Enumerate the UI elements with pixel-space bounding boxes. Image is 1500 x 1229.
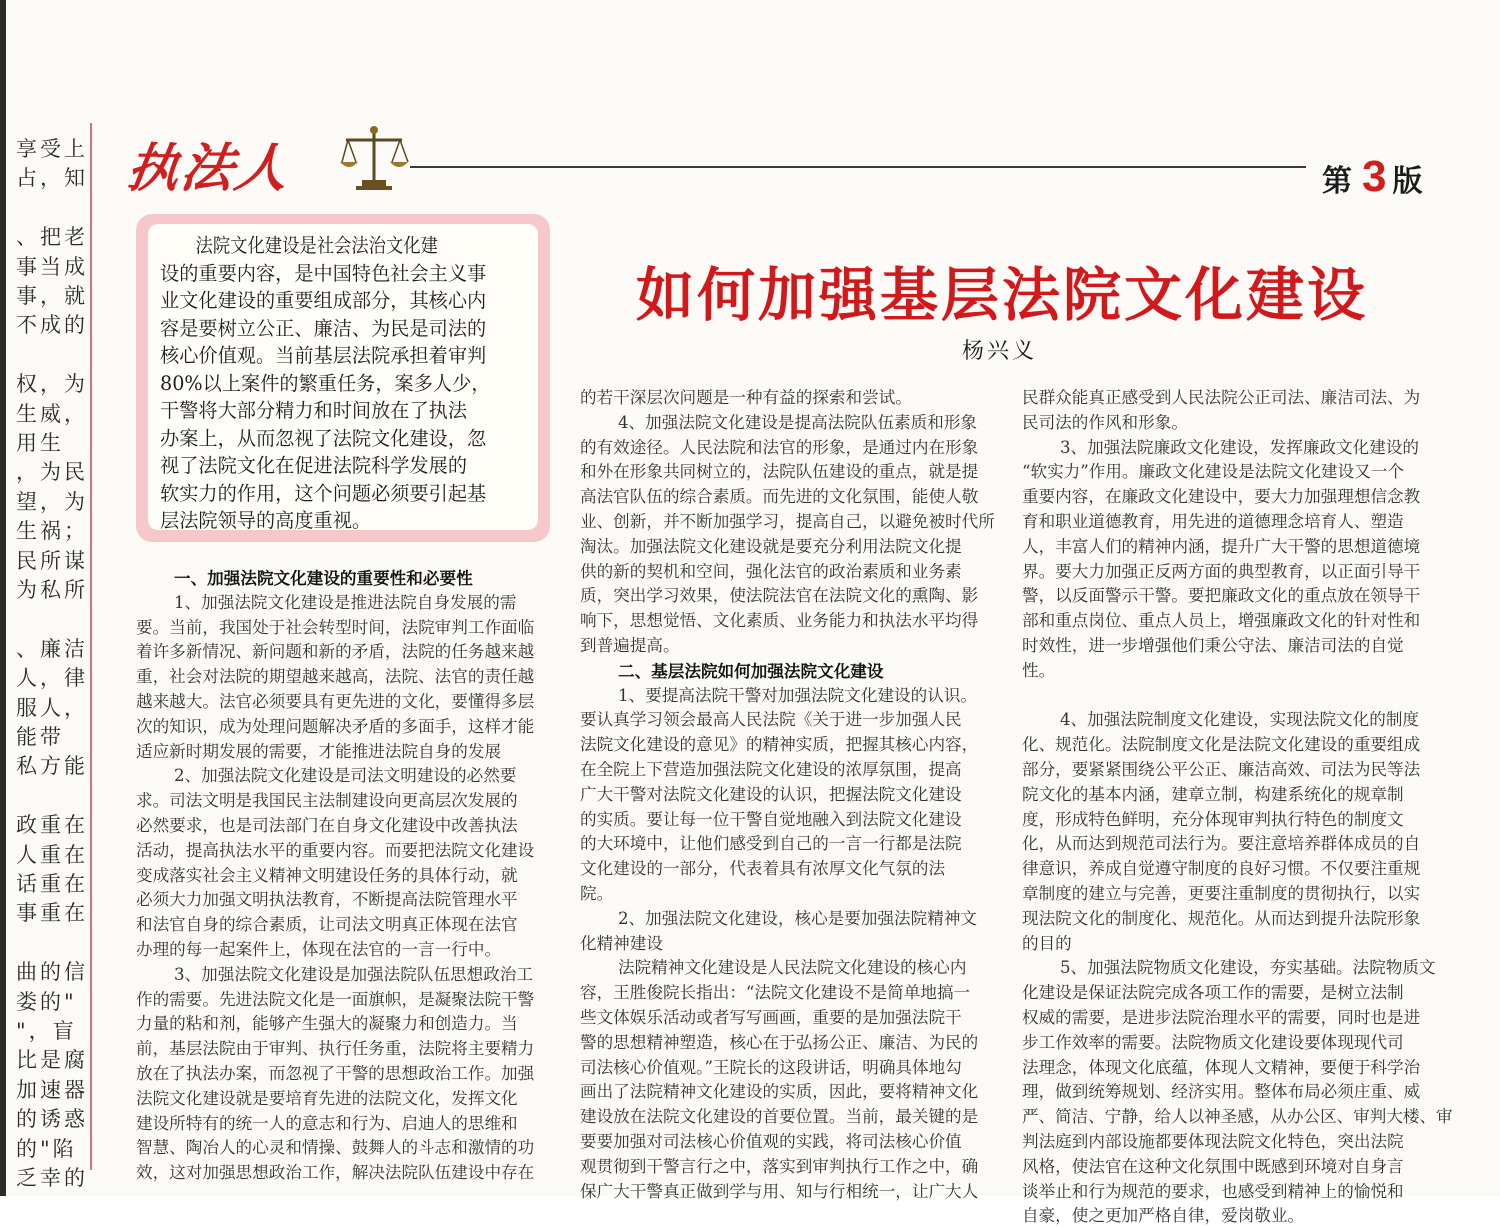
article-line: 化，从而达到规范司法行为。要注意培养群体成员的自 <box>1022 834 1421 854</box>
strip-line: 政重在 <box>16 813 88 838</box>
strip-line: 加速器 <box>16 1077 88 1102</box>
article-line: 淘汰。加强法院文化建设就是要充分利用法院文化提 <box>580 536 962 556</box>
article-line: 重要内容，在廉政文化建设中，要大力加强理想信念教 <box>1022 487 1421 507</box>
strip-line: 生祸； <box>16 519 88 544</box>
article-line: 办理的每一起案件上，体现在法官的一言一行中。 <box>136 940 502 959</box>
article-line: 的大环境中，让他们感受到自己的一言一行都是法院 <box>580 834 962 854</box>
article-line: 和外在形象共同树立的，法院队伍建设的重点，就是提 <box>580 462 979 482</box>
article-line: 3、加强法院文化建设是加强法院队伍思想政治工 <box>174 964 534 984</box>
article-line: 力量的粘和剂，能够产生强大的凝聚力和创造力。当 <box>136 1014 518 1034</box>
strip-line: 曲的信 <box>16 960 88 985</box>
strip-line: 民所谋 <box>16 548 88 573</box>
strip-line: 不成的 <box>16 313 88 338</box>
strip-line: 占，知 <box>16 166 88 191</box>
article-line: 章制度的建立与完善，更要注重制度的贯彻执行，以实 <box>1022 884 1421 903</box>
article-line: 活动，提高执法水平的重要内容。而要把法院文化建设 <box>136 840 535 860</box>
article-line: 人，丰富人们的精神内涵，提升广大干警的思想道德境 <box>1022 536 1421 556</box>
masthead-logo <box>123 118 358 199</box>
article-line: 作的需要。先进法院文化是一面旗帜，是凝聚法院干警 <box>136 989 535 1009</box>
edition-number: 3 <box>1362 152 1387 201</box>
article-line: 的实质。要让每一位干警自觉地融入到法院文化建设 <box>580 809 962 829</box>
strip-line: 生威， <box>16 401 88 426</box>
article-line: 适应新时期发展的需要，才能推进法院自身的发展 <box>136 741 502 761</box>
article-line: 供的新的契机和空间，强化法官的政治素质和业务素 <box>580 561 962 581</box>
edition-suffix: 版 <box>1392 165 1427 198</box>
article-line: 部和重点岗位、重点人员上，增强廉政文化的针对性和 <box>1022 611 1421 631</box>
article-line: 4、加强法院文化建设是提高法院队伍素质和形象 <box>618 412 978 432</box>
strip-line: 事，就 <box>16 284 88 308</box>
strip-line: 私方能 <box>16 754 88 779</box>
article-line: 民司法的作风和形象。 <box>1022 412 1188 432</box>
article-line: 变成落实社会主义精神文明建设任务的具体行动，就 <box>136 865 518 885</box>
summary-line: 视了法院文化在促进法院科学发展的 <box>160 454 468 477</box>
article-line: 化建设是保证法院完成各项工作的需要，是树立法制 <box>1022 983 1404 1003</box>
strip-line: 用生 <box>16 431 64 455</box>
article-line: 和法官自身的综合素质，让司法文明真正体现在法官 <box>136 915 518 935</box>
article-line: 部分，要紧紧围绕公平公正、廉洁高效、司法为民等法 <box>1022 760 1421 779</box>
edition-prefix: 第 <box>1322 165 1356 198</box>
article-line: 越来越大。法官必须要具有更先进的文化，要懂得多层 <box>136 692 535 711</box>
article-line: 的有效途径。人民法院和法官的形象，是通过内在形象 <box>580 437 979 457</box>
article-line: 要认真学习领会最高人民法院《关于进一步加强人民 <box>580 710 962 730</box>
article-line: 在全院上下营造加强法院文化建设的浓厚氛围，提高 <box>580 760 962 779</box>
article-line: 警的思想精神塑造，核心在于弘扬公正、廉洁、为民的 <box>580 1032 979 1052</box>
article-line: 次的知识，成为处理问题解决矛盾的多面手，这样才能 <box>136 716 535 736</box>
article-line: 建设所特有的统一人的意志和行为、启迪人的思维和 <box>136 1113 518 1133</box>
article-line: 风格，使法官在这种文化氛围中既感到环境对自身言 <box>1022 1156 1404 1176</box>
article-line: 度，形成特色鲜明，充分体现审判执行特色的制度文 <box>1022 809 1404 829</box>
article-line: 判法庭到内部设施都要体现法院文化特色，突出法院 <box>1022 1132 1404 1151</box>
strip-line: 事重在 <box>16 901 88 926</box>
strip-line: 娄的" <box>16 989 77 1014</box>
article-line: 保广大干警真正做到学与用、知与行相统一，让广大人 <box>580 1181 979 1201</box>
strip-line: 乏幸的 <box>16 1166 88 1190</box>
article-line: 必然要求，也是司法部门在自身文化建设中改善执法 <box>136 816 518 835</box>
article-author: 杨兴义 <box>962 339 1038 364</box>
summary-line: 干警将大部分精力和时间放在了执法 <box>160 399 468 422</box>
summary-line: 80%以上案件的繁重任务，案多人少， <box>160 371 491 395</box>
article-line: 化、规范化。法院制度文化是法院文化建设的重要组成 <box>1022 735 1421 755</box>
edition-label <box>1322 152 1426 202</box>
strip-line: 事当成 <box>16 254 88 279</box>
strip-line: 权，为 <box>16 372 88 397</box>
article-line: 容，王胜俊院长指出：“法院文化建设不是简单地搞一 <box>580 983 971 1003</box>
article-column-2 <box>580 386 1006 1201</box>
article-line: “软实力”作用。廉政文化建设是法院文化建设又一个 <box>1022 462 1405 482</box>
article-line: 画出了法院精神文化建设的实质，因此，要将精神文化 <box>580 1082 979 1102</box>
article-line: 法院文化建设就是要培育先进的法院文化，发挥文化 <box>136 1088 518 1108</box>
section-heading: 二、基层法院如何加强法院文化建设 <box>618 660 884 681</box>
summary-line: 法院文化建设是社会法治文化建 <box>195 234 438 257</box>
article-line: 高法官队伍的综合素质。而先进的文化氛围，能使人敬 <box>580 487 979 507</box>
article-line: 广大干警对法院文化建设的认识，把握法院文化建设 <box>580 784 962 804</box>
article-line: 观贯彻到干警言行之中，落实到审判执行工作之中，确 <box>580 1156 979 1176</box>
strip-line: "，盲 <box>16 1019 77 1043</box>
article-line: 5、加强法院物质文化建设，夯实基础。法院物质文 <box>1060 958 1436 978</box>
adjacent-column-strip <box>6 123 92 1190</box>
strip-line: 人，律 <box>16 666 88 691</box>
article-line: 放在了执法办案，而忽视了干警的思想政治工作。加强 <box>136 1064 535 1083</box>
strip-line: ，为民 <box>16 460 88 485</box>
strip-line: 享受上 <box>16 137 88 161</box>
article-line: 3、加强法院廉政文化建设，发挥廉政文化建设的 <box>1060 437 1420 457</box>
strip-line: 望，为 <box>16 489 88 514</box>
article-line: 现法院文化的制度化、规范化。从而达到提升法院形象 <box>1022 908 1421 928</box>
article-column-3 <box>1022 386 1453 1226</box>
article-line: 2、加强法院文化建设是司法文明建设的必然要 <box>174 766 517 786</box>
article-line: 要。当前，我国处于社会转型时间，法院审判工作面临 <box>136 617 535 637</box>
article-line: 智慧、陶冶人的心灵和情操、鼓舞人的斗志和激情的功 <box>136 1138 535 1158</box>
strip-line: 比是腐 <box>16 1048 88 1073</box>
article-line: 时效性，进一步增强他们秉公守法、廉洁司法的自觉 <box>1022 636 1404 655</box>
article-line: 建设放在法院文化建设的首要位置。当前，最关键的是 <box>580 1107 979 1127</box>
article-line: 性。 <box>1022 660 1056 680</box>
article-line: 质，突出学习效果，使法院法官在法院文化的熏陶、影 <box>580 586 979 606</box>
article-line: 业、创新，并不断加强学习，提高自己，以避免被时代所 <box>580 512 995 531</box>
article-line: 响下，思想觉悟、文化素质、业务能力和执法水平均得 <box>580 611 979 631</box>
article-line: 2、加强法院文化建设，核心是要加强法院精神文 <box>618 908 978 928</box>
article-line: 理，做到统筹规划、经济实用。整体布局必须庄重、威 <box>1022 1082 1421 1102</box>
article-line: 4、加强法院制度文化建设，实现法院文化的制度 <box>1060 710 1420 730</box>
article-line: 的目的 <box>1022 933 1072 953</box>
summary-box-inner <box>148 224 538 530</box>
masthead-rule <box>410 166 1306 168</box>
masthead-title: 执法人 <box>123 138 294 199</box>
article-line: 重，社会对法院的期望越来越高，法院、法官的责任越 <box>136 667 535 687</box>
article-line: 严、简洁、宁静，给人以神圣感，从办公区、审判大楼、审 <box>1022 1107 1453 1127</box>
article-line: 警，以反面警示干警。要把廉政文化的重点放在领导干 <box>1022 586 1421 606</box>
article-line: 育和职业道德教育，用先进的道德理念培育人、塑造 <box>1022 512 1404 531</box>
article-line: 效，这对加强思想政治工作，解决法院队伍建设中存在 <box>136 1163 535 1183</box>
summary-line: 办案上，从而忽视了法院文化建设，忽 <box>160 426 487 450</box>
strip-line: 能带 <box>16 725 64 749</box>
article-line: 必须大力加强文明执法教育，不断提高法院管理水平 <box>136 890 518 910</box>
article-line: 些文体娱乐活动或者写写画画，重要的是加强法院干 <box>580 1008 962 1027</box>
summary-line: 容是要树立公正、廉洁、为民是司法的 <box>160 316 487 340</box>
scales-of-justice-icon <box>338 124 410 192</box>
article-line: 界。要大力加强正反两方面的典型教育，以正面引导干 <box>1022 561 1421 581</box>
article-line: 求。司法文明是我国民主法制建设向更高层次发展的 <box>136 791 518 811</box>
article-line: 步工作效率的需要。法院物质文化建设要体现现代司 <box>1022 1032 1404 1052</box>
article-line: 民群众能真正感受到人民法院公正司法、廉洁司法、为 <box>1022 388 1421 407</box>
article-column-1 <box>136 566 562 1183</box>
summary-line: 层法院领导的高度重视。 <box>160 509 372 532</box>
article-line: 着许多新情况、新问题和新的矛盾，法院的任务越来越 <box>136 642 535 662</box>
strip-line: 、把老 <box>16 225 88 250</box>
strip-line: 的诱惑 <box>16 1107 88 1132</box>
strip-line: 话重在 <box>16 872 88 896</box>
article-line: 谈举止和行为规范的要求，也感受到精神上的愉悦和 <box>1022 1181 1404 1201</box>
article-line: 文化建设的一部分，代表着具有浓厚文化气氛的法 <box>580 859 946 879</box>
summary-line: 业文化建设的重要组成部分，其核心内 <box>160 289 487 312</box>
article-line: 律意识，养成自觉遵守制度的良好习惯。不仅要注重规 <box>1022 859 1421 879</box>
article-line: 法院精神文化建设是人民法院文化建设的核心内 <box>618 958 967 978</box>
section-heading: 一、加强法院文化建设的重要性和必要性 <box>174 568 473 588</box>
article-line: 院。 <box>580 884 614 903</box>
strip-line: 服人， <box>16 695 88 720</box>
article-headline: 如何加强基层法院文化建设 <box>636 261 1369 329</box>
article-line: 权威的需要，是进步法院治理水平的需要，同时也是进 <box>1022 1008 1421 1027</box>
article-line: 司法核心价值观。”王院长的这段讲话，明确具体地勾 <box>580 1057 962 1077</box>
article-line: 的若干深层次问题是一种有益的探索和尝试。 <box>580 388 912 407</box>
summary-line: 软实力的作用，这个问题必须要引起基 <box>160 481 487 505</box>
article-line: 法理念，体现文化底蕴，体现人文精神，要便于科学治 <box>1022 1057 1421 1077</box>
article-line: 1、要提高法院干警对加强法院文化建设的认识。 <box>618 685 978 705</box>
article-line: 自豪，使之更加严格自律，爱岗敬业。 <box>1022 1206 1305 1226</box>
strip-line: 为私所 <box>16 578 88 602</box>
article-line: 前，基层法院由于审判、执行任务重，法院将主要精力 <box>136 1039 535 1059</box>
summary-line: 设的重要内容，是中国特色社会主义事 <box>160 261 487 285</box>
strip-line: 、廉洁 <box>16 636 88 661</box>
article-line: 院文化的基本内涵，建章立制，构建系统化的规章制 <box>1022 784 1404 804</box>
article-line: 法院文化建设的意见》的精神实质，把握其核心内容， <box>580 735 979 755</box>
strip-line: 人重在 <box>16 842 88 867</box>
article-line: 化精神建设 <box>580 933 663 953</box>
article-line: 1、加强法院文化建设是推进法院自身发展的需 <box>174 592 517 612</box>
summary-box <box>136 214 550 542</box>
article-line: 到普遍提高。 <box>580 636 680 655</box>
summary-line: 核心价值观。当前基层法院承担着审判 <box>160 344 487 367</box>
article-line: 要要加强对司法核心价值观的实践，将司法核心价值 <box>580 1132 962 1151</box>
strip-line: 的"陷 <box>16 1136 77 1161</box>
